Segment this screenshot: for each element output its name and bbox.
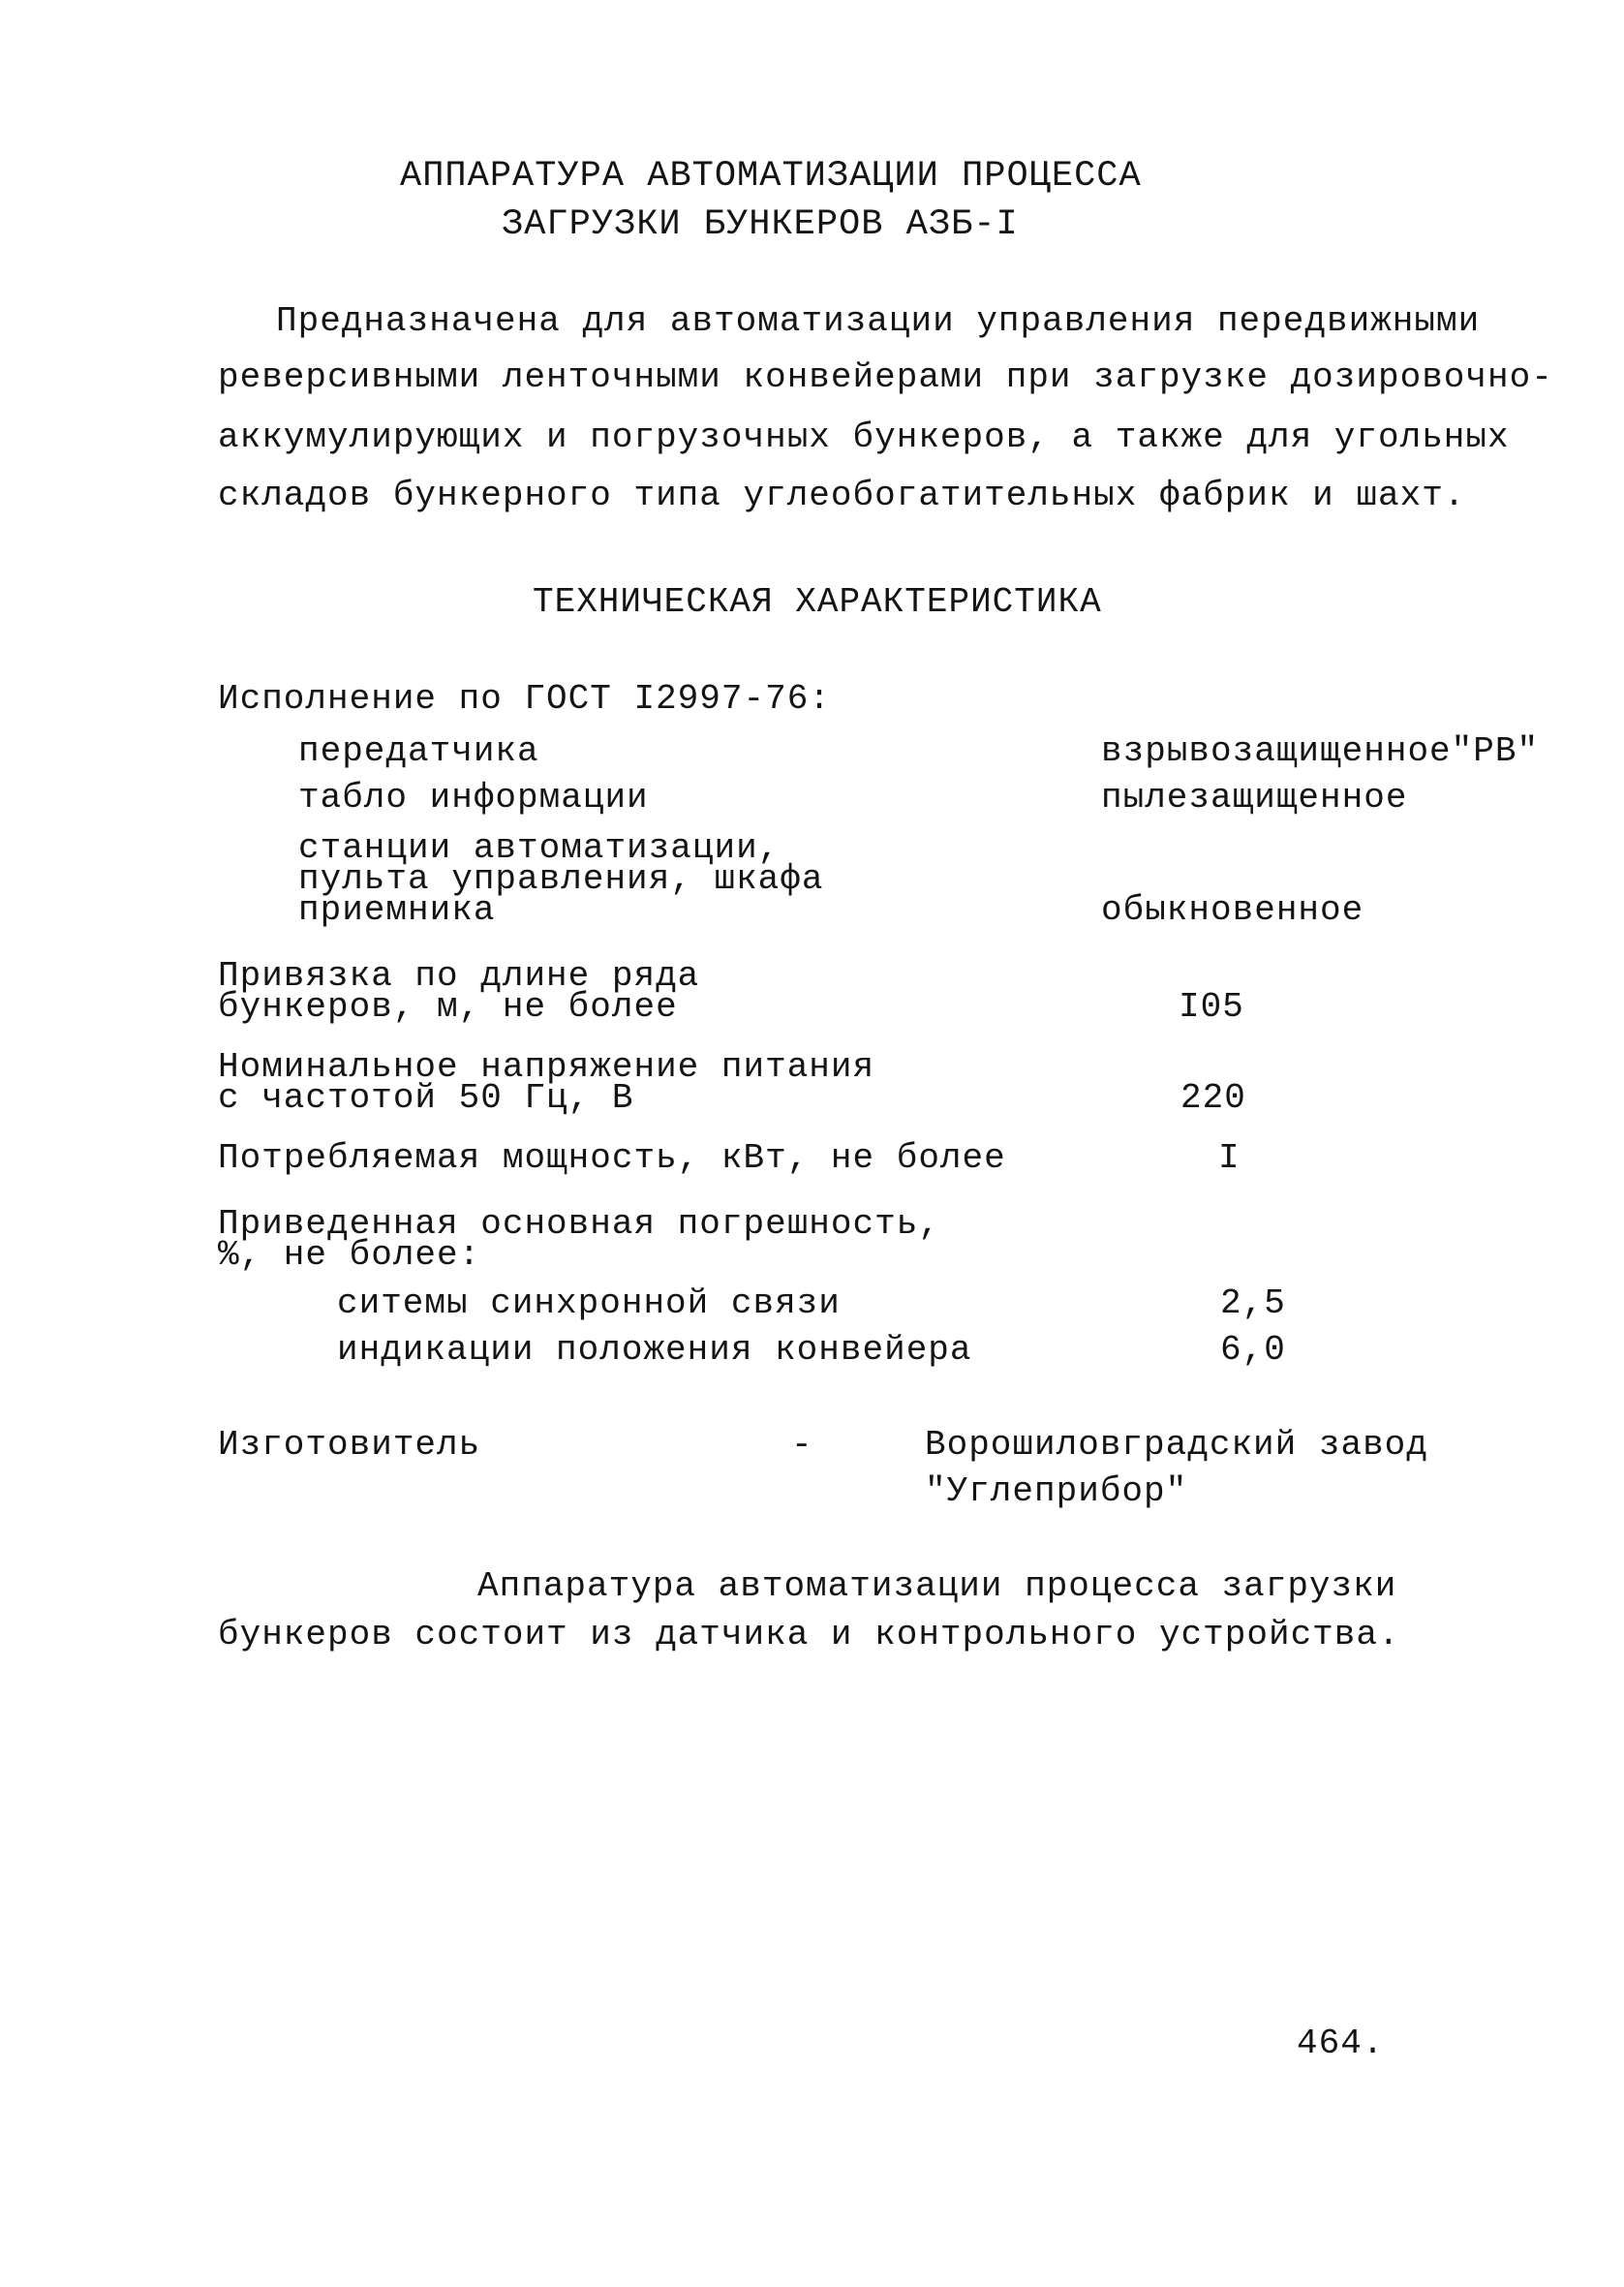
manufacturer-label: Изготовитель bbox=[218, 1425, 481, 1465]
intro-line-1: Предназначена для автоматизации управления передвижными bbox=[276, 301, 1481, 341]
voltage-label-line-2: с частотой 50 Гц, В bbox=[218, 1078, 634, 1118]
title-line-2: ЗАГРУЗКИ БУНКЕРОВ АЗБ-I bbox=[502, 204, 1019, 245]
voltage-value: 220 bbox=[1180, 1078, 1246, 1118]
manufacturer-dash: - bbox=[791, 1425, 813, 1465]
error-item-value: 6,0 bbox=[1220, 1330, 1286, 1370]
execution-item-label: станции автоматизации, bbox=[298, 828, 781, 868]
execution-label: Исполнение по ГОСТ I2997-76: bbox=[218, 679, 831, 719]
error-item-value: 2,5 bbox=[1220, 1283, 1286, 1323]
execution-item-value: пылезащищенное bbox=[1101, 778, 1408, 818]
voltage-label-line-1: Номинальное напряжение питания bbox=[218, 1047, 875, 1087]
execution-item-label: табло информации bbox=[298, 778, 649, 818]
binding-label-line-2: бункеров, м, не более bbox=[218, 987, 678, 1027]
page-number: 464. bbox=[1297, 2024, 1385, 2063]
intro-line-3: аккумулирующих и погрузочных бункеров, а также для угольных bbox=[218, 417, 1510, 457]
execution-item-label: пульта управления, шкафа bbox=[298, 859, 824, 899]
error-item-label: индикации положения конвейера bbox=[337, 1330, 972, 1370]
execution-item-value: взрывозащищенное"РВ" bbox=[1101, 731, 1540, 771]
closing-line-2: бункеров состоит из датчика и контрольного устройства. bbox=[218, 1615, 1400, 1654]
binding-label-line-1: Привязка по длине ряда bbox=[218, 956, 700, 996]
intro-line-4: складов бункерного типа углеобогатительных фабрик и шахт. bbox=[218, 476, 1466, 515]
manufacturer-name: Ворошиловградский завод bbox=[925, 1425, 1428, 1465]
binding-value: I05 bbox=[1179, 987, 1244, 1027]
execution-item-label: приемника bbox=[298, 890, 496, 930]
closing-line-1: Аппаратура автоматизации процесса загрузки bbox=[477, 1566, 1397, 1606]
error-label-line-1: Приведенная основная погрешность, bbox=[218, 1204, 940, 1244]
execution-item-value: обыкновенное bbox=[1101, 890, 1364, 930]
power-label: Потребляемая мощность, кВт, не более bbox=[218, 1138, 1006, 1178]
error-label-line-2: %, не более: bbox=[218, 1235, 481, 1275]
error-item-label: ситемы синхронной связи bbox=[337, 1283, 841, 1323]
manufacturer-name-2: "Углеприбор" bbox=[925, 1471, 1188, 1511]
intro-line-2: реверсивными ленточными конвейерами при загрузке дозировочно- bbox=[218, 357, 1553, 397]
power-value: I bbox=[1218, 1138, 1241, 1178]
execution-item-label: передатчика bbox=[298, 731, 539, 771]
title-line-1: АППАРАТУРА АВТОМАТИЗАЦИИ ПРОЦЕССА bbox=[400, 156, 1142, 197]
section-heading: ТЕХНИЧЕСКАЯ ХАРАКТЕРИСТИКА bbox=[533, 582, 1102, 622]
